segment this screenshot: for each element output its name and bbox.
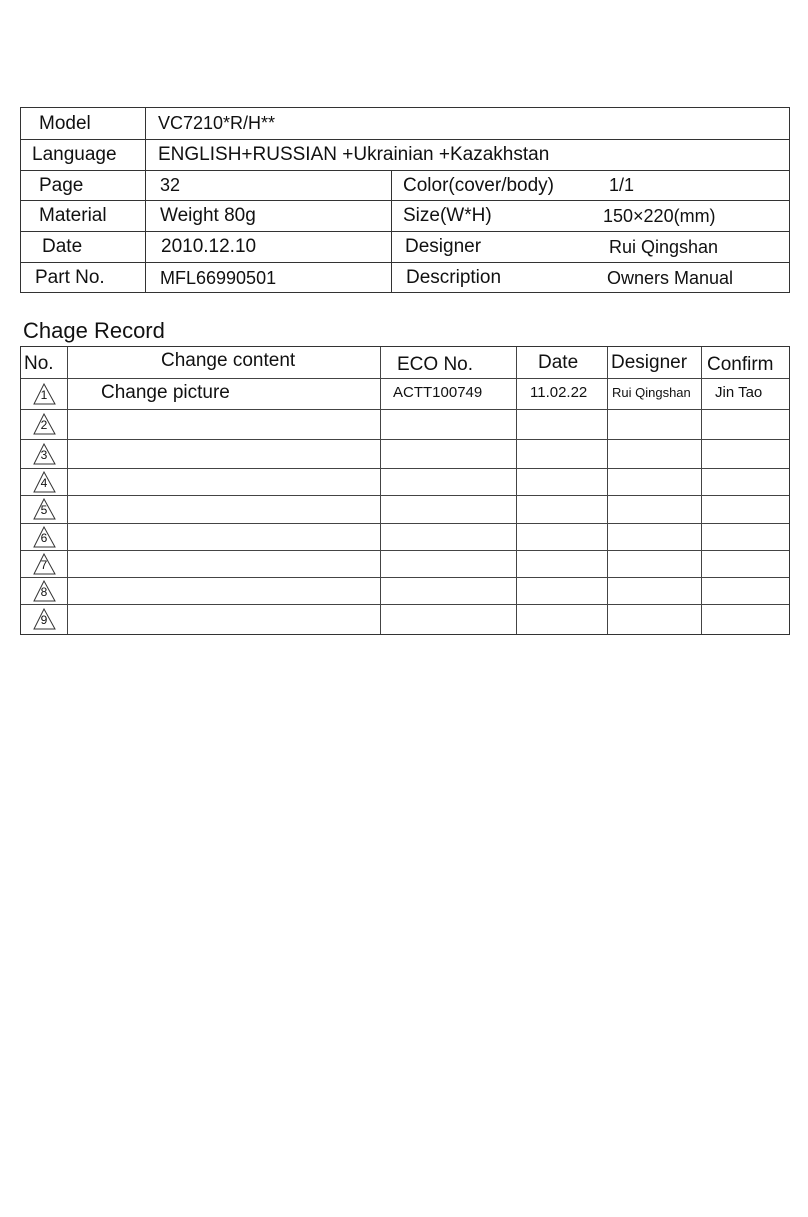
- material-label: Material: [39, 205, 107, 226]
- model-value-cell: [145, 108, 789, 139]
- color-label: Color(cover/body): [403, 174, 554, 196]
- date-value: 2010.12.10: [161, 236, 257, 257]
- description-value-cell: [603, 263, 789, 293]
- date-value-cell: [145, 232, 391, 262]
- revision-number: 6: [40, 530, 48, 545]
- color-value: 1/1: [609, 175, 635, 195]
- color-value-cell: [603, 171, 789, 200]
- change-date-cell: 11.02.22: [530, 384, 588, 402]
- language-value: ENGLISH+RUSSIAN +Ukrainian +Kazakhstan: [158, 144, 550, 165]
- revision-number: 4: [40, 475, 48, 490]
- record-row-divider: [21, 409, 789, 410]
- record-row-divider: [21, 439, 789, 440]
- info-row-partno: [21, 263, 789, 293]
- model-label-cell: [21, 108, 145, 139]
- info-row-material: [21, 201, 789, 232]
- record-row-divider: [21, 378, 789, 379]
- record-column-divider: [67, 347, 68, 634]
- record-column-divider: [516, 347, 517, 634]
- revision-triangle-icon: [33, 580, 57, 602]
- confirm-cell: Jin Tao: [715, 384, 763, 402]
- revision-number: 9: [40, 613, 48, 627]
- designer-label: Designer: [405, 236, 482, 257]
- language-label: Language: [32, 144, 117, 165]
- revision-number: 3: [40, 447, 48, 462]
- revision-number: 7: [40, 557, 48, 572]
- page-label: Page: [39, 174, 84, 196]
- revision-triangle-icon: [33, 498, 57, 520]
- material-value: Weight 80g: [160, 205, 256, 226]
- info-row-page: [21, 171, 789, 201]
- size-value-cell: [603, 201, 789, 231]
- record-column-divider: [380, 347, 381, 634]
- material-value-cell: [145, 201, 391, 231]
- header-date: Date: [538, 352, 579, 373]
- record-column-divider: [701, 347, 702, 634]
- language-label-cell: [21, 140, 145, 170]
- page-label-cell: [21, 171, 145, 200]
- change-designer-cell: Rui Qingshan: [612, 385, 691, 401]
- revision-triangle-icon: [33, 553, 57, 575]
- revision-number: 2: [40, 418, 48, 432]
- revision-triangle-icon: [33, 471, 57, 493]
- revision-triangle-icon: [33, 443, 57, 465]
- record-row-divider: [21, 523, 789, 524]
- header-no: No.: [24, 353, 54, 374]
- info-row-model: [21, 108, 789, 140]
- record-row-divider: [21, 604, 789, 605]
- revision-triangle-icon: [33, 413, 57, 435]
- record-column-divider: [607, 347, 608, 634]
- designer-value-cell: [603, 232, 789, 262]
- revision-triangle-icon: [33, 608, 57, 630]
- date-label-cell: [21, 232, 145, 262]
- material-label-cell: [21, 201, 145, 231]
- record-row-divider: [21, 495, 789, 496]
- revision-triangle-icon: [33, 383, 57, 405]
- change-content-cell: Change picture: [101, 381, 230, 403]
- partno-label: Part No.: [35, 267, 105, 288]
- record-row-divider: [21, 577, 789, 578]
- size-value: 150×220(mm): [603, 205, 716, 226]
- header-eco-no: ECO No.: [397, 354, 474, 375]
- description-value: Owners Manual: [607, 267, 734, 288]
- partno-value-cell: [145, 263, 391, 293]
- model-value: VC7210*R/H**: [158, 113, 276, 133]
- revision-number: 1: [40, 387, 48, 402]
- page-value: 32: [160, 175, 181, 195]
- color-label-cell: [391, 171, 603, 200]
- revision-number: 8: [40, 584, 48, 599]
- description-label: Description: [406, 267, 502, 288]
- change-record-title: Chage Record: [23, 318, 165, 343]
- designer-value: Rui Qingshan: [609, 236, 719, 257]
- info-row-language: [21, 140, 789, 171]
- change-record-table: [20, 346, 790, 635]
- info-row-date: [21, 232, 789, 263]
- record-row-divider: [21, 550, 789, 551]
- partno-value: MFL66990501: [160, 267, 277, 288]
- header-change-content: Change content: [161, 350, 296, 371]
- size-label: Size(W*H): [403, 205, 492, 226]
- description-label-cell: [391, 263, 603, 293]
- partno-label-cell: [21, 263, 145, 293]
- eco-number-cell: ACTT100749: [393, 384, 483, 402]
- header-confirm: Confirm: [707, 354, 774, 375]
- size-label-cell: [391, 201, 603, 231]
- date-label: Date: [42, 236, 83, 257]
- revision-number: 5: [40, 503, 48, 517]
- model-label: Model: [39, 112, 91, 134]
- spec-info-table: [20, 107, 790, 293]
- revision-triangle-icon: [33, 526, 57, 548]
- designer-label-cell: [391, 232, 603, 262]
- page-value-cell: [145, 171, 391, 200]
- language-value-cell: [145, 140, 789, 170]
- record-row-divider: [21, 468, 789, 469]
- header-designer: Designer: [611, 352, 688, 373]
